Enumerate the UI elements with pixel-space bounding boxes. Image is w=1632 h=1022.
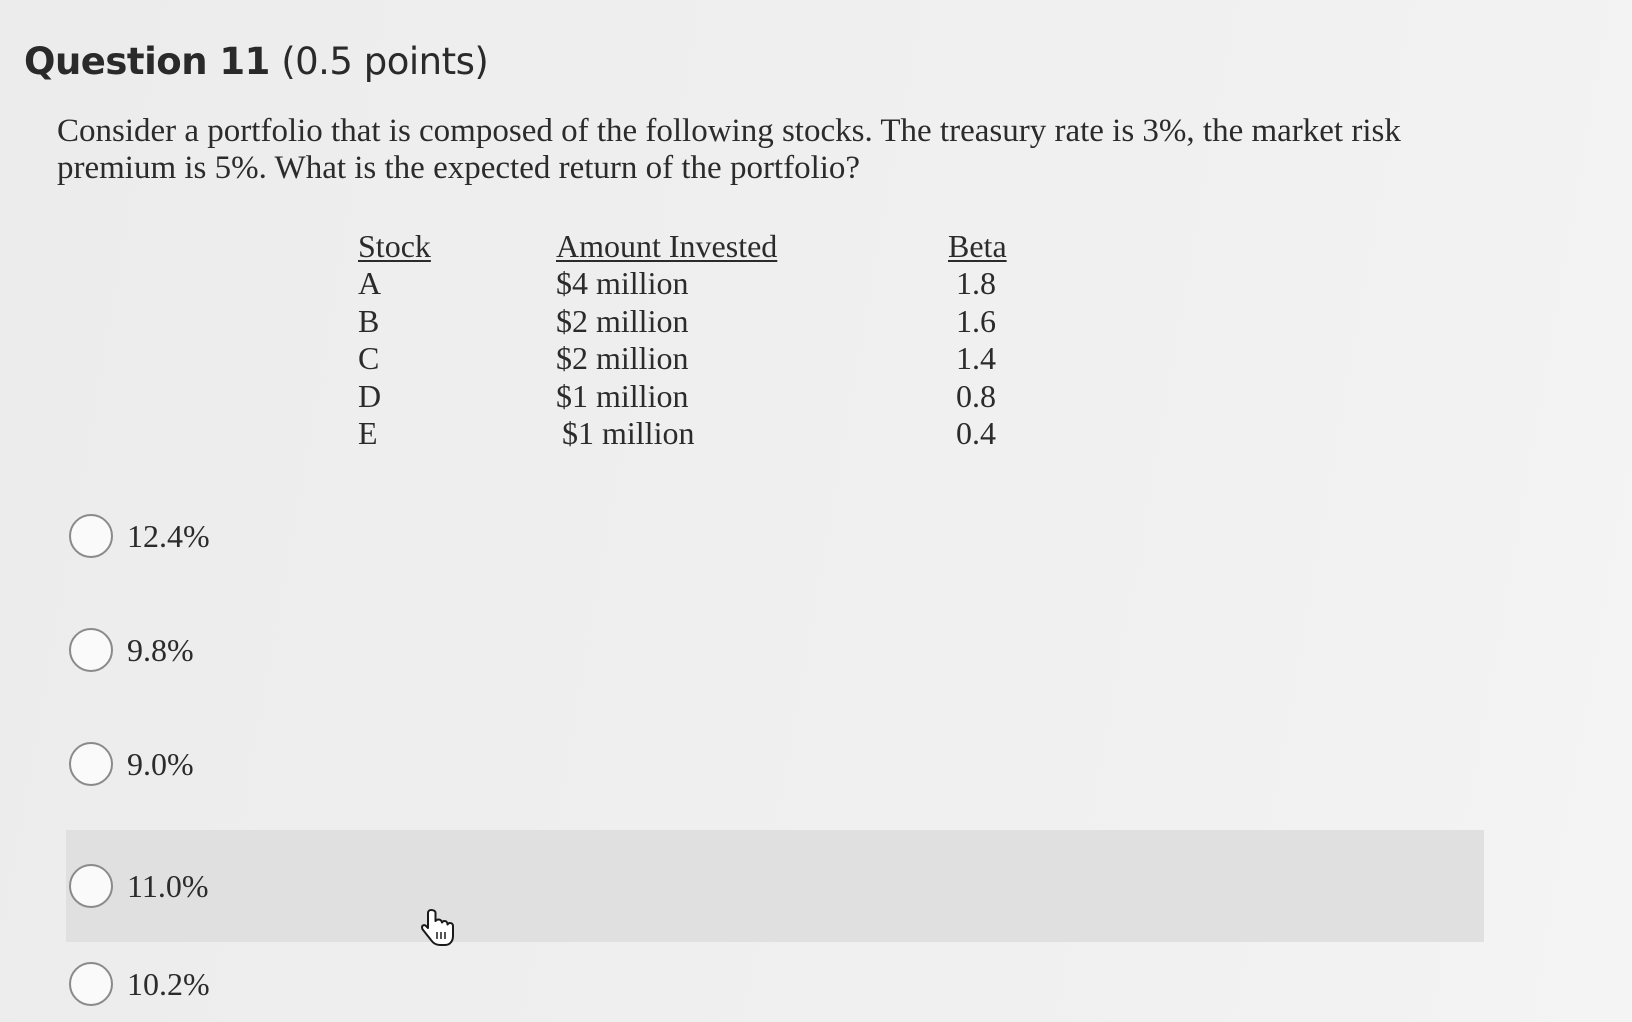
stock-column xyxy=(358,228,431,453)
cell-amount: $1 million xyxy=(562,415,695,451)
radio-button[interactable] xyxy=(69,628,113,672)
cell-amount: $2 million xyxy=(556,302,689,339)
question-points: (0.5 points) xyxy=(281,40,489,83)
cell-stock: E xyxy=(358,415,378,451)
question-title xyxy=(24,40,488,83)
option-label: 11.0% xyxy=(127,867,209,904)
cell-beta: 0.4 xyxy=(956,415,996,451)
option-label: 9.0% xyxy=(127,745,194,782)
header-stock: Stock xyxy=(358,228,431,264)
answer-option[interactable] xyxy=(66,708,1484,820)
cell-beta: 1.6 xyxy=(956,302,996,339)
header-beta: Beta xyxy=(948,228,1007,264)
cell-amount: $1 million xyxy=(556,377,689,414)
radio-button[interactable] xyxy=(69,962,113,1006)
radio-button[interactable] xyxy=(69,742,113,786)
cell-stock: D xyxy=(358,377,382,414)
cell-stock: C xyxy=(358,340,380,376)
cell-beta: 1.8 xyxy=(956,265,996,301)
amount-column xyxy=(556,228,777,453)
answer-option[interactable] xyxy=(66,936,1484,1018)
header-amount: Amount Invested xyxy=(556,228,778,264)
radio-button[interactable] xyxy=(69,864,113,908)
cell-beta: 0.8 xyxy=(956,377,996,414)
answer-option[interactable] xyxy=(66,480,1484,592)
answer-option[interactable] xyxy=(66,830,1484,942)
answer-option[interactable] xyxy=(66,594,1484,706)
option-label: 12.4% xyxy=(127,517,210,554)
option-label: 10.2% xyxy=(127,965,210,1002)
cell-beta: 1.4 xyxy=(956,340,996,376)
radio-button[interactable] xyxy=(69,514,113,558)
cell-stock: A xyxy=(358,265,382,301)
cell-amount: $2 million xyxy=(556,340,689,376)
question-number: Question 11 xyxy=(24,40,270,83)
cell-amount: $4 million xyxy=(556,265,689,301)
cell-stock: B xyxy=(358,302,380,339)
option-label: 9.8% xyxy=(127,631,194,668)
question-prompt: Consider a portfolio that is composed of the following stocks. The treasury rate is 3%, the market risk premium is 5%. What is the expected return of the portfolio? xyxy=(57,113,1401,186)
beta-column xyxy=(948,228,1007,453)
hand-pointer-icon xyxy=(420,908,456,948)
